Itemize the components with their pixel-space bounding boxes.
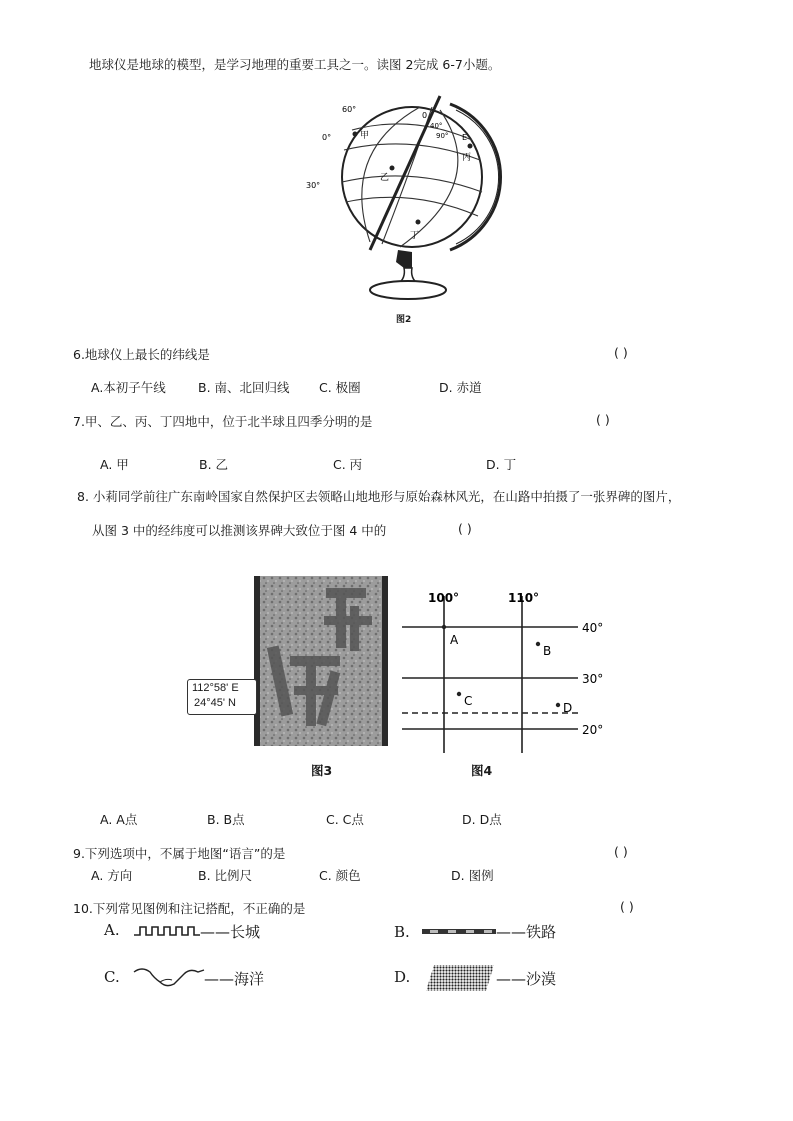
point-jia bbox=[353, 132, 358, 137]
coordinate-label-box bbox=[187, 679, 257, 715]
lon-label-100: 100° bbox=[428, 591, 460, 605]
q8-option-c: C. C点 bbox=[326, 812, 364, 827]
q10-answer-paren: ( ) bbox=[620, 899, 634, 914]
boundary-stone-image bbox=[254, 576, 388, 746]
q6-option-d: D. 赤道 bbox=[439, 380, 482, 395]
q6-stem: 6.地球仪上最长的纬线是 bbox=[73, 347, 210, 362]
label-60: 60° bbox=[342, 105, 357, 114]
label-top-0: 0 bbox=[422, 111, 428, 120]
lat-label-20: 20° bbox=[582, 723, 604, 737]
label-90: 90° bbox=[436, 132, 449, 140]
label-0: 0° bbox=[322, 133, 332, 142]
label-yi: 乙 bbox=[380, 173, 390, 183]
coastline-symbol bbox=[132, 962, 206, 992]
point-d-dot bbox=[556, 703, 560, 707]
figure3-caption: 图3 bbox=[311, 763, 333, 778]
point-ding bbox=[416, 220, 421, 225]
q10-option-a-label: ——长城 bbox=[200, 923, 261, 941]
globe-figure bbox=[300, 92, 510, 307]
q10-option-a-letter: A. bbox=[104, 921, 120, 939]
q10-option-b-label: ——铁路 bbox=[496, 923, 557, 941]
q7-option-b: B. 乙 bbox=[199, 457, 229, 472]
q7-option-c: C. 丙 bbox=[333, 457, 363, 472]
q10-option-d-label: ——沙漠 bbox=[496, 970, 557, 988]
q7-answer-paren: ( ) bbox=[596, 412, 610, 427]
q10-option-c-label: ——海洋 bbox=[204, 970, 265, 988]
label-jia: 甲 bbox=[360, 131, 370, 141]
q8-stem-line2: 从图 3 中的经纬度可以推测该界碑大致位于图 4 中的 bbox=[92, 523, 387, 538]
q8-option-b: B. B点 bbox=[207, 812, 245, 827]
boundary-stone-photo bbox=[254, 576, 388, 746]
lat-label-30: 30° bbox=[582, 672, 604, 686]
label-40: 40° bbox=[430, 122, 443, 130]
q6-option-a: A.本初子午线 bbox=[91, 380, 166, 395]
point-a-dot bbox=[442, 625, 446, 629]
point-yi bbox=[390, 166, 395, 171]
desert-symbol bbox=[424, 963, 496, 993]
point-bing bbox=[468, 144, 473, 149]
q8-option-a: A. A点 bbox=[100, 812, 138, 827]
point-a-label: A bbox=[450, 633, 459, 647]
label-ding: 丁 bbox=[410, 231, 420, 241]
q10-option-b-letter: B. bbox=[394, 923, 410, 941]
great-wall-symbol bbox=[134, 924, 200, 938]
meridian-ring bbox=[450, 104, 501, 250]
q6-answer-paren: ( ) bbox=[614, 345, 628, 360]
point-b-label: B bbox=[543, 644, 552, 658]
intro-text: 地球仪是地球的模型，是学习地理的重要工具之一。读图 2完成 6-7小题。 bbox=[89, 57, 501, 72]
q10-option-d-letter: D. bbox=[394, 968, 411, 986]
q9-answer-paren: ( ) bbox=[614, 844, 628, 859]
railway-symbol bbox=[422, 927, 496, 937]
q8-stem-line1: 8. 小莉同学前往广东南岭国家自然保护区去领略山地地形与原始森林风光，在山路中拍摄了一张界碑的图片， bbox=[77, 489, 681, 504]
q7-option-a: A. 甲 bbox=[100, 457, 129, 472]
q7-stem: 7.甲、乙、丙、丁四地中，位于北半球且四季分明的是 bbox=[73, 414, 373, 429]
q7-option-d: D. 丁 bbox=[486, 457, 517, 472]
point-d-label: D bbox=[563, 701, 573, 715]
globe-stand-neck bbox=[396, 250, 412, 268]
coordinate-latitude: 24°45' N bbox=[194, 697, 236, 709]
q8-option-d: D. D点 bbox=[462, 812, 502, 827]
q9-option-b: B. 比例尺 bbox=[198, 868, 253, 883]
q9-option-d: D. 图例 bbox=[451, 868, 494, 883]
figure2-caption: 图2 bbox=[396, 315, 412, 325]
q6-option-b: B. 南、北回归线 bbox=[198, 380, 290, 395]
globe-base bbox=[370, 281, 446, 299]
q6-option-c: C. 极圈 bbox=[319, 380, 361, 395]
point-b-dot bbox=[536, 642, 540, 646]
q10-option-c-letter: C. bbox=[104, 968, 120, 986]
q8-answer-paren: ( ) bbox=[458, 521, 472, 536]
q9-option-c: C. 颜色 bbox=[319, 868, 361, 883]
figure4-caption: 图4 bbox=[471, 763, 493, 778]
coordinate-longitude: 112°58' E bbox=[192, 682, 239, 694]
label-e: E bbox=[462, 133, 468, 142]
point-c-label: C bbox=[464, 694, 473, 708]
q10-stem: 10.下列常见图例和注记搭配，不正确的是 bbox=[73, 901, 306, 916]
q9-option-a: A. 方向 bbox=[91, 868, 133, 883]
point-c-dot bbox=[457, 692, 461, 696]
lat-label-40: 40° bbox=[582, 621, 604, 635]
lon-label-110: 110° bbox=[508, 591, 540, 605]
label-30: 30° bbox=[306, 181, 321, 190]
q9-stem: 9.下列选项中，不属于地图“语言”的是 bbox=[73, 846, 286, 861]
label-bing: 丙 bbox=[462, 153, 472, 163]
grid-map-figure bbox=[398, 588, 618, 756]
